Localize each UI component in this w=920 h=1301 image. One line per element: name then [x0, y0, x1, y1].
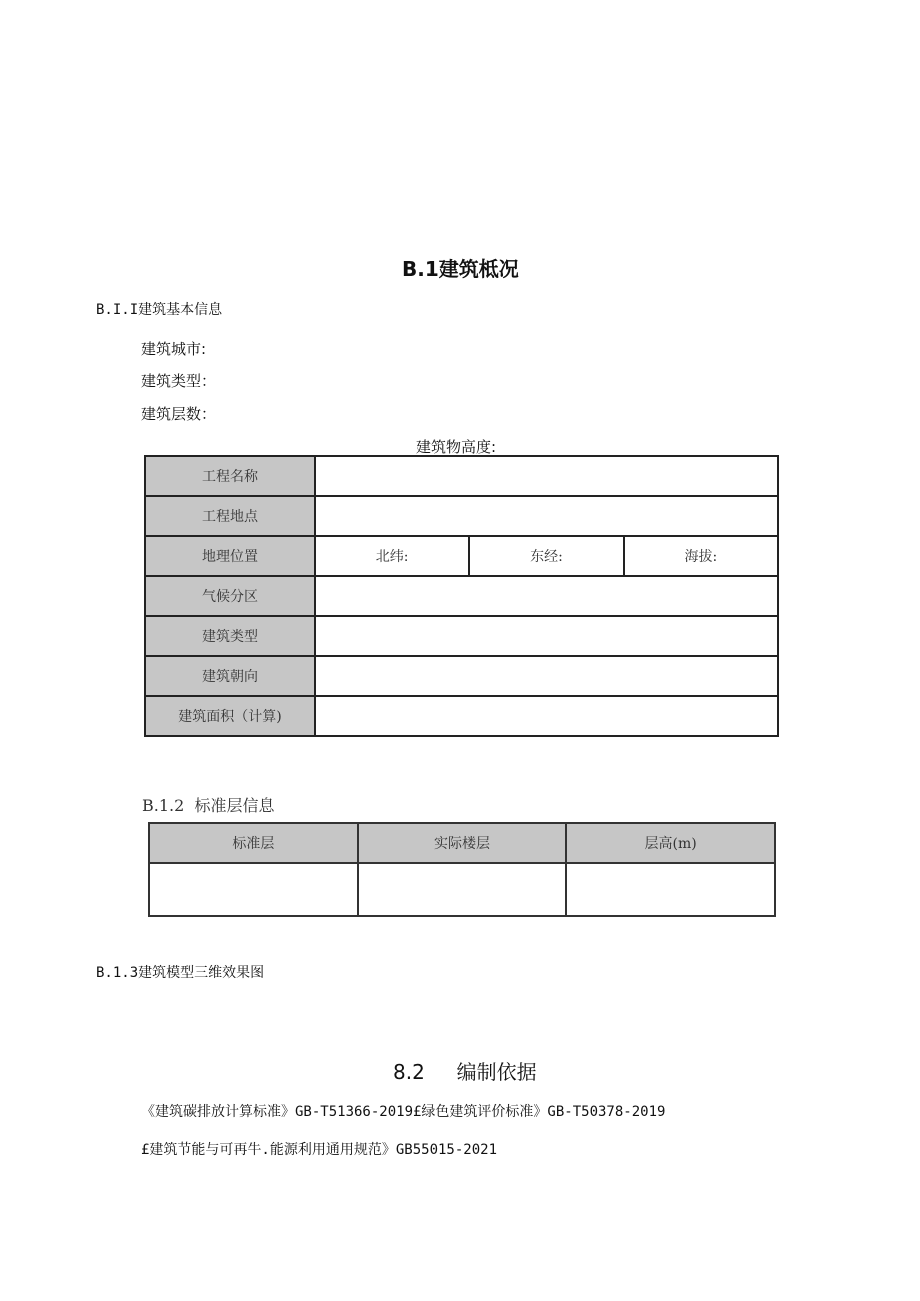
climate-zone-value[interactable]: [315, 576, 778, 616]
standard-floor-table: [148, 822, 776, 917]
row-label-climate-zone: 气候分区: [145, 576, 315, 616]
table-header-row: [149, 823, 775, 863]
section-title-b1: B.1建筑柢况: [402, 257, 519, 281]
row-label-orientation: 建筑朝向: [145, 656, 315, 696]
subsection-heading-b11: B.I.I建筑基本信息: [96, 302, 223, 318]
table-row: [145, 496, 778, 536]
table-row: [145, 536, 778, 576]
subsection-heading-b12: B.1.2 标准层信息: [142, 796, 275, 815]
table-row: [145, 456, 778, 496]
reference-line-2: £建筑节能与可再牛.能源利用通用规范》GB55015-2021: [141, 1142, 498, 1158]
table-row: [149, 863, 775, 916]
standard-floor-cell[interactable]: [149, 863, 358, 916]
field-building-type: 建筑类型：: [141, 372, 217, 390]
building-type-value[interactable]: [315, 616, 778, 656]
field-building-floors: 建筑层数：: [141, 405, 217, 423]
row-label-project-name: 工程名称: [145, 456, 315, 496]
column-header-actual-floor: 实际楼层: [358, 823, 567, 863]
table-row: [145, 696, 778, 736]
section-title-b2: 8.2 编制依据: [393, 1060, 537, 1084]
field-building-city: 建筑城市:: [141, 340, 207, 358]
latitude-cell[interactable]: 北纬:: [315, 536, 469, 576]
project-site-value[interactable]: [315, 496, 778, 536]
field-building-height: 建筑物高度:: [416, 438, 497, 456]
column-header-floor-height: 层高(m): [566, 823, 775, 863]
row-label-project-site: 工程地点: [145, 496, 315, 536]
building-info-table: [144, 455, 779, 737]
table-row: [145, 576, 778, 616]
project-name-value[interactable]: [315, 456, 778, 496]
actual-floor-cell[interactable]: [358, 863, 567, 916]
floor-height-cell[interactable]: [566, 863, 775, 916]
orientation-value[interactable]: [315, 656, 778, 696]
column-header-standard-floor: 标准层: [149, 823, 358, 863]
table-row: [145, 656, 778, 696]
altitude-cell[interactable]: 海拔:: [624, 536, 778, 576]
area-value[interactable]: [315, 696, 778, 736]
subsection-heading-b13: B.1.3建筑模型三维效果图: [96, 965, 265, 981]
table-row: [145, 616, 778, 656]
row-label-area: 建筑面积（计算): [145, 696, 315, 736]
reference-line-1: 《建筑碳排放计算标准》GB-T51366-2019£绿色建筑评价标准》GB-T50378-2019: [141, 1104, 666, 1120]
longitude-cell[interactable]: 东经:: [469, 536, 623, 576]
row-label-building-type: 建筑类型: [145, 616, 315, 656]
row-label-geo-position: 地理位置: [145, 536, 315, 576]
